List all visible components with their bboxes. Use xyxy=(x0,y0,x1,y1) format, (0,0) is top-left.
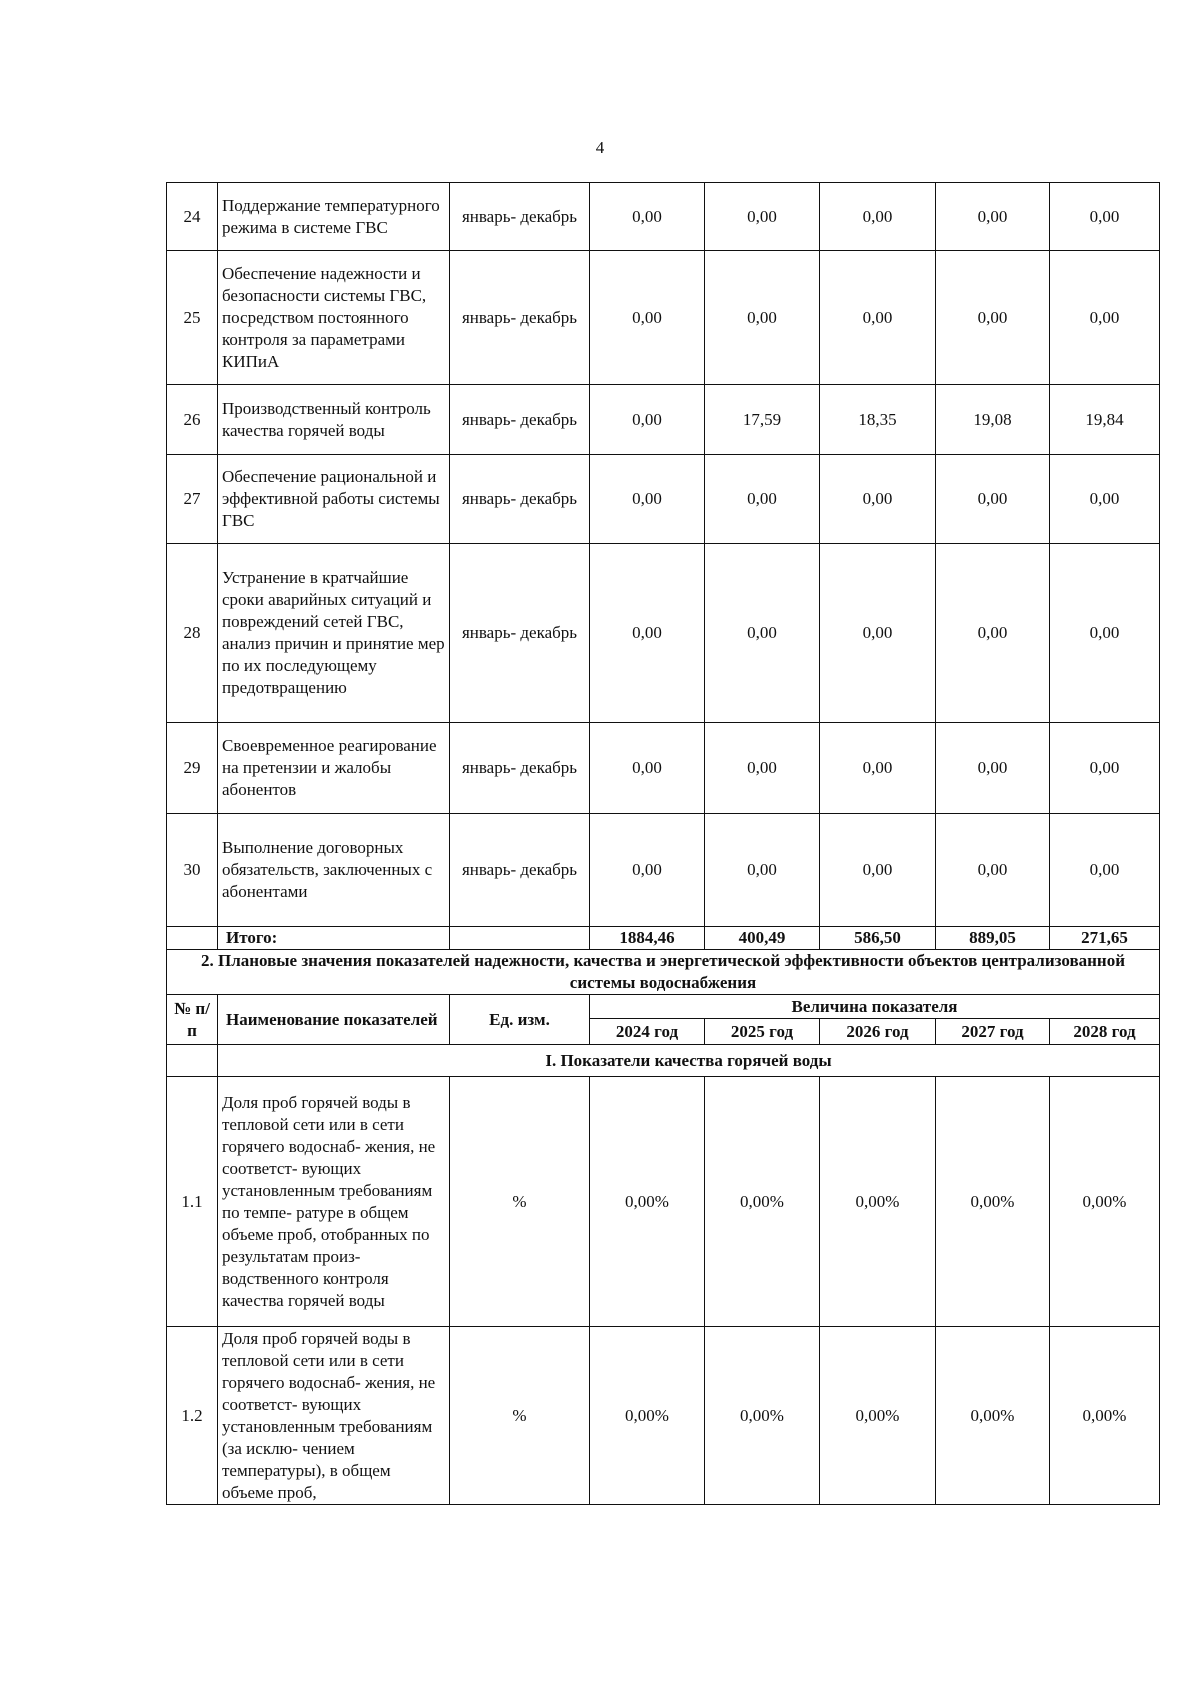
header-row xyxy=(167,995,1160,1019)
value-2025: 0,00 xyxy=(705,455,820,544)
value-2028: 0,00% xyxy=(1050,1077,1160,1327)
row-period: январь- декабрь xyxy=(450,183,590,251)
value-2027: 0,00 xyxy=(936,723,1050,814)
value-2026: 0,00 xyxy=(820,723,936,814)
row-number: 24 xyxy=(167,183,218,251)
row-name: Доля проб горячей воды в тепловой сети или в сети горячего водоснаб- жения, не соответст- вующих установленным требованиям по темпе- ратуре в общем объеме проб, отобранных по результатам произ- водственного контроля качества горячей воды xyxy=(218,1077,450,1327)
value-2028: 0,00 xyxy=(1050,544,1160,723)
value-2028: 0,00% xyxy=(1050,1327,1160,1505)
value-2024: 0,00% xyxy=(590,1077,705,1327)
section-title-row xyxy=(167,950,1160,995)
total-2027: 889,05 xyxy=(936,927,1050,950)
header-year-2025: 2025 год xyxy=(705,1019,820,1045)
total-2025: 400,49 xyxy=(705,927,820,950)
value-2027: 0,00% xyxy=(936,1077,1050,1327)
row-number: 25 xyxy=(167,251,218,385)
row-period: январь- декабрь xyxy=(450,455,590,544)
value-2027: 0,00 xyxy=(936,814,1050,927)
header-year-2024: 2024 год xyxy=(590,1019,705,1045)
row-name: Поддержание температурного режима в системе ГВС xyxy=(218,183,450,251)
subsection-title: I. Показатели качества горячей воды xyxy=(218,1045,1160,1077)
header-year-2027: 2027 год xyxy=(936,1019,1050,1045)
row-name: Своевременное реагирование на претензии и жалобы абонентов xyxy=(218,723,450,814)
value-2024: 0,00 xyxy=(590,723,705,814)
value-2027: 0,00 xyxy=(936,455,1050,544)
total-row xyxy=(167,927,1160,950)
value-2024: 0,00 xyxy=(590,544,705,723)
total-2024: 1884,46 xyxy=(590,927,705,950)
value-2025: 0,00 xyxy=(705,814,820,927)
total-2026: 586,50 xyxy=(820,927,936,950)
subsection-empty-cell xyxy=(167,1045,218,1077)
total-empty-cell xyxy=(167,927,218,950)
value-2028: 0,00 xyxy=(1050,455,1160,544)
value-2025: 0,00 xyxy=(705,723,820,814)
value-2024: 0,00 xyxy=(590,251,705,385)
value-2024: 0,00 xyxy=(590,385,705,455)
header-name: Наименование показателей xyxy=(218,995,450,1045)
value-2027: 19,08 xyxy=(936,385,1050,455)
section2-title: 2. Плановые значения показателей надежности, качества и энергетической эффективности объектов централизованной системы водоснабжения xyxy=(167,950,1160,995)
value-2026: 0,00 xyxy=(820,544,936,723)
value-2028: 0,00 xyxy=(1050,814,1160,927)
value-2026: 0,00 xyxy=(820,251,936,385)
table-row xyxy=(167,723,1160,814)
header-year-2026: 2026 год xyxy=(820,1019,936,1045)
row-number: 27 xyxy=(167,455,218,544)
row-period: январь- декабрь xyxy=(450,814,590,927)
table-row xyxy=(167,1327,1160,1505)
row-name: Выполнение договорных обязательств, заключенных с абонентами xyxy=(218,814,450,927)
row-period: январь- декабрь xyxy=(450,251,590,385)
document-table xyxy=(166,182,1160,1505)
table-row xyxy=(167,183,1160,251)
value-2024: 0,00 xyxy=(590,455,705,544)
header-number: № п/п xyxy=(167,995,218,1045)
value-2028: 0,00 xyxy=(1050,183,1160,251)
value-2028: 0,00 xyxy=(1050,723,1160,814)
value-2028: 19,84 xyxy=(1050,385,1160,455)
row-unit: % xyxy=(450,1077,590,1327)
value-2024: 0,00 xyxy=(590,183,705,251)
value-2026: 0,00 xyxy=(820,183,936,251)
value-2026: 0,00% xyxy=(820,1327,936,1505)
row-period: январь- декабрь xyxy=(450,544,590,723)
row-unit: % xyxy=(450,1327,590,1505)
value-2026: 0,00 xyxy=(820,455,936,544)
header-unit: Ед. изм. xyxy=(450,995,590,1045)
value-2026: 18,35 xyxy=(820,385,936,455)
row-name: Производственный контроль качества горячей воды xyxy=(218,385,450,455)
table-row xyxy=(167,544,1160,723)
value-2027: 0,00 xyxy=(936,183,1050,251)
subsection-row xyxy=(167,1045,1160,1077)
value-2025: 0,00 xyxy=(705,183,820,251)
row-number: 28 xyxy=(167,544,218,723)
value-2026: 0,00% xyxy=(820,1077,936,1327)
row-period: январь- декабрь xyxy=(450,723,590,814)
row-name: Обеспечение надежности и безопасности системы ГВС, посредством постоянного контроля за параметрами КИПиА xyxy=(218,251,450,385)
row-number: 26 xyxy=(167,385,218,455)
value-2027: 0,00 xyxy=(936,251,1050,385)
value-2028: 0,00 xyxy=(1050,251,1160,385)
value-2024: 0,00% xyxy=(590,1327,705,1505)
table-row xyxy=(167,814,1160,927)
value-2025: 0,00% xyxy=(705,1327,820,1505)
value-2027: 0,00% xyxy=(936,1327,1050,1505)
header-group: Величина показателя xyxy=(590,995,1160,1019)
row-number: 1.1 xyxy=(167,1077,218,1327)
table-row xyxy=(167,1077,1160,1327)
value-2027: 0,00 xyxy=(936,544,1050,723)
row-name: Доля проб горячей воды в тепловой сети или в сети горячего водоснаб- жения, не соответст- вующих установленным требованиям (за исклю- чением температуры), в общем объеме проб, xyxy=(218,1327,450,1505)
row-number: 30 xyxy=(167,814,218,927)
value-2025: 0,00 xyxy=(705,251,820,385)
total-empty-period xyxy=(450,927,590,950)
total-label: Итого: xyxy=(218,927,450,950)
table-row xyxy=(167,385,1160,455)
total-2028: 271,65 xyxy=(1050,927,1160,950)
row-number: 29 xyxy=(167,723,218,814)
value-2025: 0,00 xyxy=(705,544,820,723)
header-year-2028: 2028 год xyxy=(1050,1019,1160,1045)
row-number: 1.2 xyxy=(167,1327,218,1505)
row-name: Устранение в кратчайшие сроки аварийных ситуаций и повреждений сетей ГВС, анализ причин и принятие мер по их последующему предотвращению xyxy=(218,544,450,723)
value-2024: 0,00 xyxy=(590,814,705,927)
table-row xyxy=(167,251,1160,385)
row-name: Обеспечение рациональной и эффективной работы системы ГВС xyxy=(218,455,450,544)
value-2025: 0,00% xyxy=(705,1077,820,1327)
row-period: январь- декабрь xyxy=(450,385,590,455)
value-2025: 17,59 xyxy=(705,385,820,455)
page-number: 4 xyxy=(595,138,605,157)
value-2026: 0,00 xyxy=(820,814,936,927)
table-row xyxy=(167,455,1160,544)
